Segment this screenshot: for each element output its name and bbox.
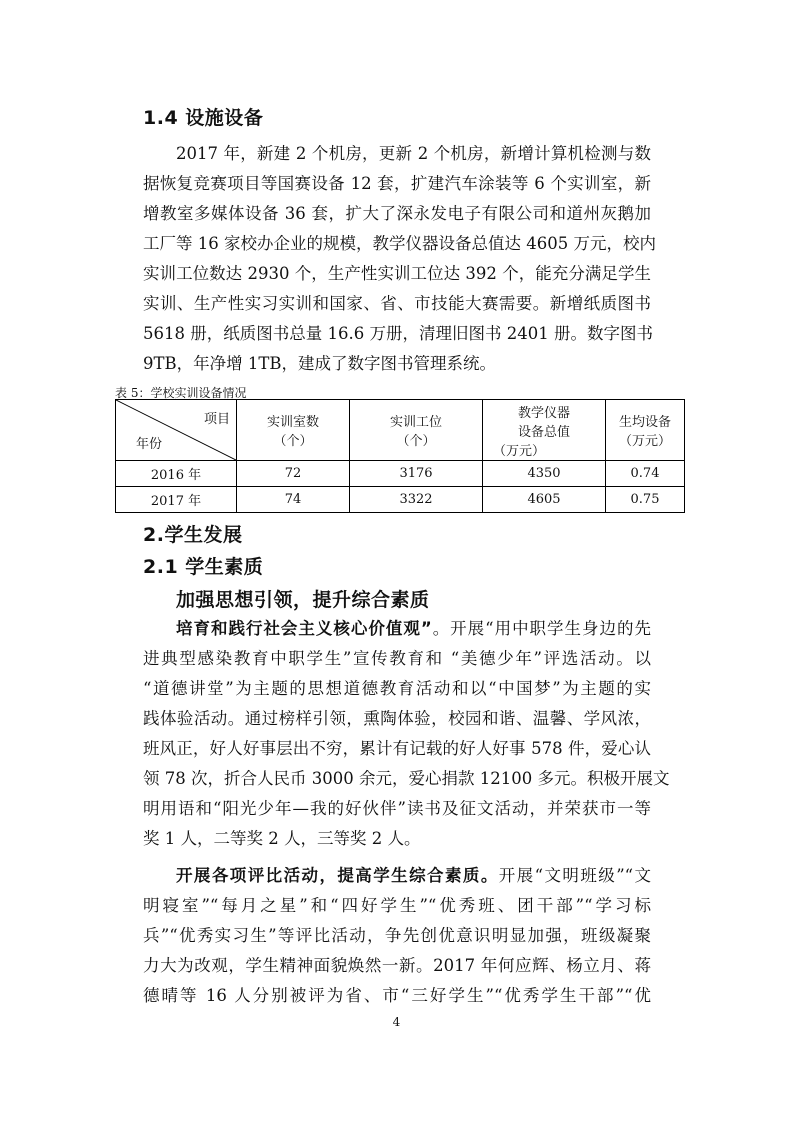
page-number: 4 xyxy=(392,1015,401,1029)
table-header-row xyxy=(116,400,685,461)
table-cell: 0.75 xyxy=(606,487,685,513)
text-line: “道德讲堂”为主题的思想道德教育活动和以“中国梦”为主题的实 xyxy=(143,679,651,698)
header-unit: （个） xyxy=(396,434,436,449)
column-header xyxy=(237,400,350,461)
table-caption: 表 5：学校实训设备情况 xyxy=(115,386,247,400)
text-line: 班风正，好人好事层出不穷，累计有记载的好人好事 578 件，爱心认 xyxy=(143,739,651,758)
paragraph-facilities xyxy=(143,139,656,379)
bold-lead: 培育和践行社会主义核心价值观” xyxy=(176,619,432,638)
header-unit: （万元） xyxy=(618,434,671,449)
header-unit: （个） xyxy=(273,434,313,449)
text-line: 进典型感染教育中职学生”宣传教育和 “美德少年”评选活动。以 xyxy=(143,649,651,668)
header-text: 实训室数 xyxy=(266,415,319,430)
text-line: 奖 1 人，二等奖 2 人，三等奖 2 人。 xyxy=(143,829,421,848)
header-text: 教学仪器 xyxy=(517,405,570,421)
section-heading-2-1: 2.1 学生素质 xyxy=(143,556,264,578)
section-heading-2: 2.学生发展 xyxy=(143,524,243,546)
text-line: 2017 年，新建 2 个机房，更新 2 个机房，新增计算机检测与数 xyxy=(176,144,651,163)
text-line: 明寝室”“每月之星”和“四好学生”“优秀班、团干部”“学习标 xyxy=(143,896,651,915)
column-header xyxy=(350,400,483,461)
lead-rest: 开展“文明班级”“文 xyxy=(498,866,651,885)
table-cell: 3322 xyxy=(350,487,483,513)
table-row xyxy=(116,461,685,487)
text-line: 领 78 次，折合人民币 3000 余元，爱心捐款 12100 多元。积极开展文 xyxy=(143,769,670,788)
paragraph-core-values xyxy=(143,614,670,854)
text-line xyxy=(143,614,651,644)
paragraph-evaluations xyxy=(143,861,651,1011)
header-text: 设备总值 xyxy=(517,424,570,440)
corner-label-year: 年份 xyxy=(136,437,163,452)
table-row xyxy=(116,487,685,513)
table-cell: 0.74 xyxy=(606,461,685,487)
table-cell: 4350 xyxy=(483,461,606,487)
text-line: 兵”“优秀实习生”等评比活动，争先创优意识明显加强，班级凝聚 xyxy=(143,926,651,945)
text-line: 据恢复竞赛项目等国赛设备 12 套，扩建汽车涂装等 6 个实训室，新 xyxy=(143,174,651,193)
corner-label-item: 项目 xyxy=(203,412,230,427)
year-cell: 2017 年 xyxy=(116,487,237,513)
text-line: 增教室多媒体设备 36 套，扩大了深永发电子有限公司和道州灰鹅加 xyxy=(143,204,651,223)
section-heading-1-4: 1.4 设施设备 xyxy=(143,107,264,129)
sub-heading: 加强思想引领，提升综合素质 xyxy=(176,589,430,611)
text-line: 9TB，年净增 1TB，建成了数字图书管理系统。 xyxy=(143,354,497,373)
table-cell: 72 xyxy=(237,461,350,487)
header-unit: （万元） xyxy=(493,443,546,459)
table-cell: 3176 xyxy=(350,461,483,487)
column-header xyxy=(606,400,685,461)
text-line: 5618 册，纸质图书总量 16.6 万册，清理旧图书 2401 册。数字图书 xyxy=(143,324,653,343)
table-cell: 4605 xyxy=(483,487,606,513)
text-line: 践体验活动。通过榜样引领，熏陶体验，校园和谐、温馨、学风浓， xyxy=(143,709,651,728)
text-line: 工厂等 16 家校办企业的规模，教学仪器设备总值达 4605 万元，校内 xyxy=(143,234,656,253)
bold-lead: 开展各项评比活动，提高学生综合素质。 xyxy=(176,866,499,885)
lead-rest: 。开展“用中职学生身边的先 xyxy=(431,619,651,638)
equipment-table xyxy=(115,399,685,513)
table-cell: 74 xyxy=(237,487,350,513)
text-line: 实训工位数达 2930 个，生产性实训工位达 392 个，能充分满足学生 xyxy=(143,264,651,283)
year-cell: 2016 年 xyxy=(116,461,237,487)
header-text: 生均设备 xyxy=(618,415,671,430)
header-text: 实训工位 xyxy=(389,415,442,430)
text-line: 德晴等 16 人分别被评为省、市“三好学生”“优秀学生干部”“优 xyxy=(143,986,651,1005)
table-corner-cell xyxy=(116,400,237,461)
text-line: 实训、生产性实习实训和国家、省、市技能大赛需要。新增纸质图书 xyxy=(143,294,651,313)
text-line xyxy=(143,861,651,891)
column-header xyxy=(483,400,606,461)
text-line: 力大为改观，学生精神面貌焕然一新。2017 年何应辉、杨立月、蒋 xyxy=(143,956,651,975)
text-line: 明用语和“阳光少年—我的好伙伴”读书及征文活动，并荣获市一等 xyxy=(143,799,651,818)
